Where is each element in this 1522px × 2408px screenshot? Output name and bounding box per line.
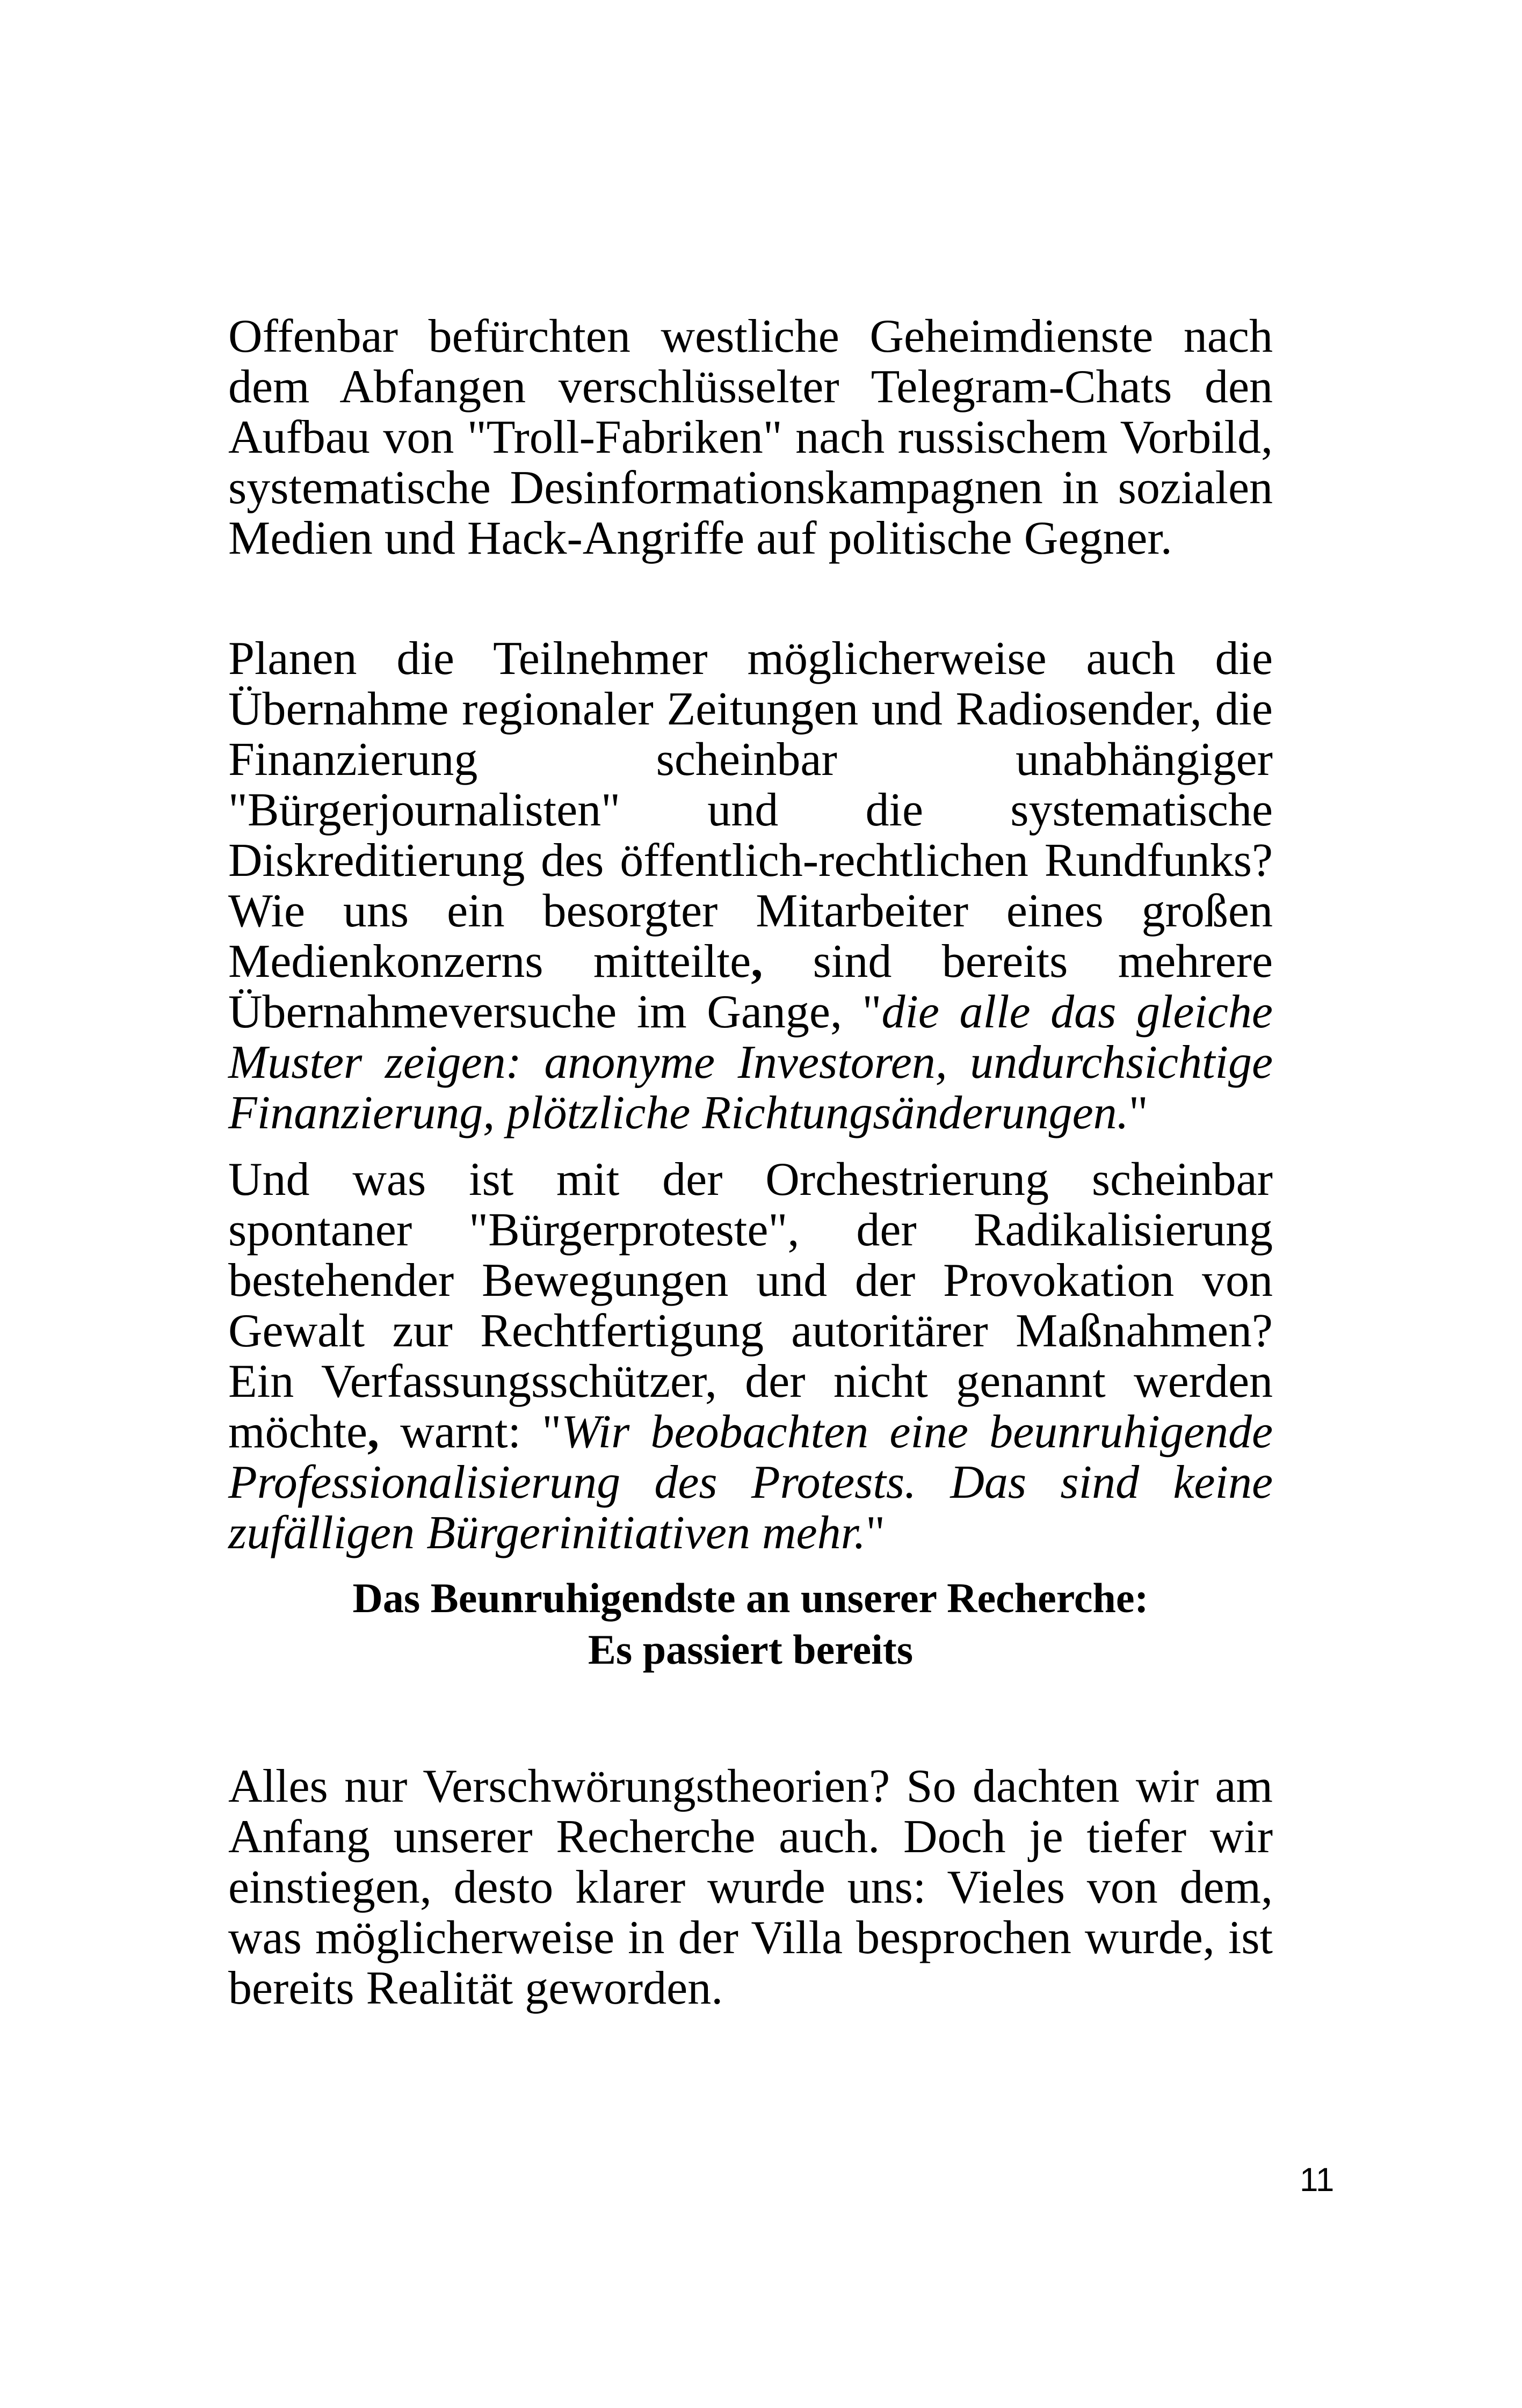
italic-quote: die alle das gleiche Muster zeigen: anonyme Investoren, undurchsichtige Finanzierung, plötzliche Richtungsänderungen. [228,986,1273,1139]
paragraph-conspiracy-reality [228,1761,1273,2014]
section-heading [228,1572,1273,1676]
paragraph-text-part: sind bereits mehrere Übernahmeversuche im Gange, " [228,935,1273,1038]
page-number: 11 [1300,2162,1335,2199]
paragraph-text-part: Und was ist mit der Orchestrierung scheinbar spontaner "Bürgerproteste", der Radikalisierung bestehender Bewegungen und der Provokation von Gewalt zur Rechtfertigung autoritärer Maßnahmen? Ein Verfassungsschützer, der nicht genannt werden möchte [228,1154,1273,1458]
paragraph-text: Offenbar befürchten westliche Geheimdienste nach dem Abfangen verschlüsselter Telegram-Chats den Aufbau von "Troll-Fabriken" nach russischem Vorbild, systematische Desinformationskampagnen in sozialen Medien und Hack-Angriffe auf politische Gegner. [228,310,1273,564]
paragraph-text: Alles nur Verschwörungstheorien? So dachten wir am Anfang unserer Recherche auch. Doch je tiefer wir einstiegen, desto klarer wurde uns: Vieles von dem, was möglicherweise in der Villa besprochen wurde, ist bereits Realität geworden. [228,1760,1273,2014]
heading-line-2: Es passiert bereits [588,1626,914,1673]
paragraph-media-takeover [228,634,1273,1138]
heading-line-1: Das Beunruhigendste an unserer Recherche: [352,1575,1149,1621]
italic-quote: Wir beobachten eine beunruhigende Professionalisierung des Protests. Das sind keine zufälligen Bürgerinitiativen mehr. [228,1406,1273,1559]
paragraph-text [228,1155,1273,1558]
paragraph-text-part: warnt: " [379,1406,562,1458]
paragraph-text-part: Planen die Teilnehmer möglicherweise auch die Übernahme regionaler Zeitungen und Radiosender, die Finanzierung scheinbar unabhängiger "Bürgerjournalisten" und die systematische Diskreditierung des öffentlich-rechtlichen Rundfunks? Wie uns ein besorgter Mitarbeiter eines großen Medienkonzerns mitteilte [228,633,1273,988]
paragraph-text [228,634,1273,1138]
paragraph-intelligence-fears [228,311,1273,564]
paragraph-protest-orchestration [228,1155,1273,1558]
closing-quote-mark: " [866,1507,885,1559]
bold-comma: , [751,935,763,988]
closing-quote-mark: " [1128,1087,1148,1139]
bold-comma: , [367,1406,380,1458]
